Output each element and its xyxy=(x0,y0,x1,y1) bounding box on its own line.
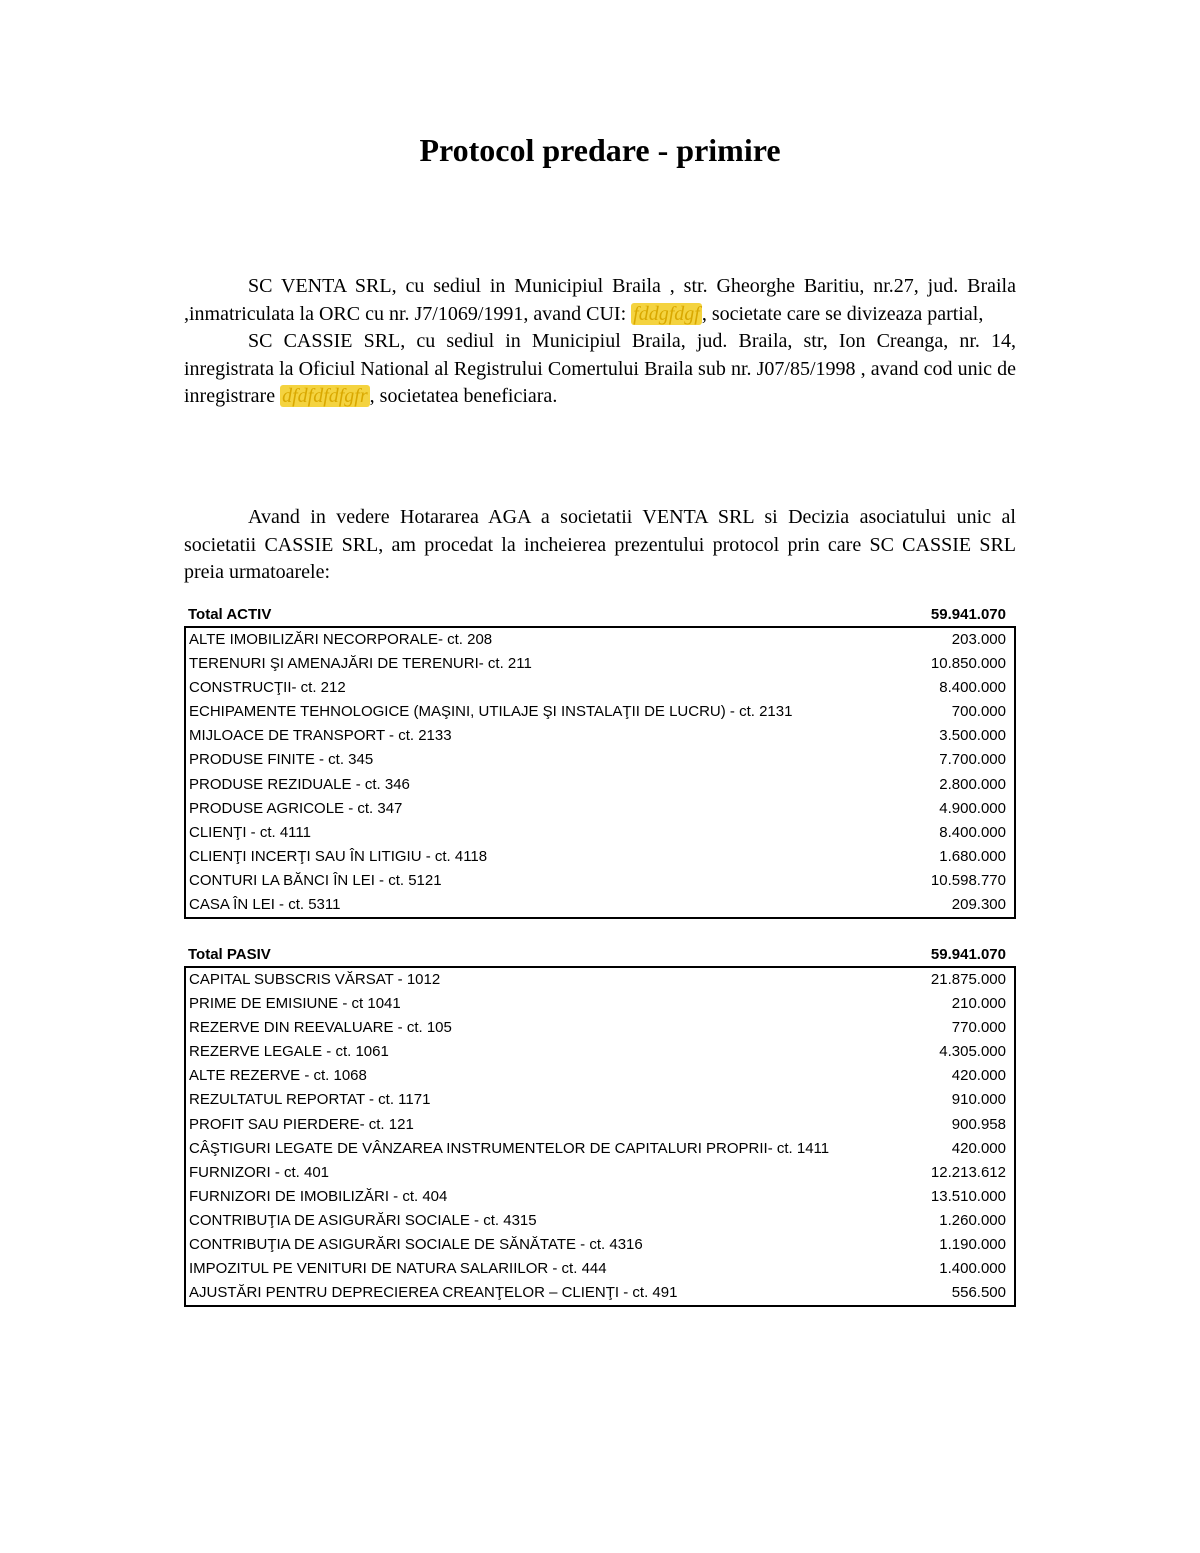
row-value: 4.900.000 xyxy=(939,799,1006,817)
row-name: PROFIT SAU PIERDERE- ct. 121 xyxy=(189,1115,414,1133)
row-value: 3.500.000 xyxy=(939,727,1006,745)
row-value: 10.598.770 xyxy=(930,871,1006,889)
table-row xyxy=(186,845,1014,869)
row-name: CÂŞTIGURI LEGATE DE VÂNZAREA INSTRUMENTELOR DE CAPITALURI PROPRII- ct. 1411 xyxy=(189,1139,830,1157)
row-value: 910.000 xyxy=(951,1091,1006,1109)
row-value: 8.400.000 xyxy=(939,823,1006,841)
table-row xyxy=(186,968,1014,992)
intro-paragraph xyxy=(184,504,1016,587)
table-row xyxy=(186,1257,1014,1281)
table-row xyxy=(186,700,1014,724)
row-value: 900.958 xyxy=(951,1115,1006,1133)
row-name: CONTRIBUŢIA DE ASIGURĂRI SOCIALE - ct. 4315 xyxy=(189,1211,537,1229)
row-name: CASA ÎN LEI - ct. 5311 xyxy=(189,896,341,914)
table-row xyxy=(186,797,1014,821)
row-value: 10.850.000 xyxy=(930,655,1006,673)
row-name: CLIENŢI INCERŢI SAU ÎN LITIGIU - ct. 4118 xyxy=(189,847,488,865)
table-row xyxy=(186,748,1014,772)
venta-party xyxy=(184,273,1016,328)
venta-cui-redacted: fddgfdgf xyxy=(633,302,700,325)
row-value: 4.305.000 xyxy=(939,1043,1006,1061)
table-row xyxy=(186,676,1014,700)
document-title: Protocol predare - primire xyxy=(419,132,781,168)
row-name: REZERVE LEGALE - ct. 1061 xyxy=(189,1043,389,1061)
activ-label: Total ACTIV xyxy=(188,606,272,623)
row-name: CONTRIBUŢIA DE ASIGURĂRI SOCIALE DE SĂNĂTATE - ct. 4316 xyxy=(189,1236,643,1254)
row-name: FURNIZORI DE IMOBILIZĂRI - ct. 404 xyxy=(189,1187,448,1205)
row-value: 1.400.000 xyxy=(939,1260,1006,1278)
row-name: CLIENŢI - ct. 4111 xyxy=(189,823,311,841)
row-value: 8.400.000 xyxy=(939,679,1006,697)
row-value: 13.510.000 xyxy=(930,1187,1006,1205)
row-name: PRIME DE EMISIUNE - ct 1041 xyxy=(189,995,401,1013)
row-name: REZULTATUL REPORTAT - ct. 1171 xyxy=(189,1091,431,1109)
table-row xyxy=(186,1016,1014,1040)
pasiv-total: 59.941.070 xyxy=(930,946,1006,963)
row-name: PRODUSE AGRICOLE - ct. 347 xyxy=(189,799,403,817)
cassie-text: SC CASSIE SRL, cu sediul in Municipiul Braila, jud. Braila, str, Ion Creanga, nr. 14, inregistrata la Oficiul National al Registrului Comertului Braila sub nr. J07/85/1998 , avand cod unic de inregistrare xyxy=(184,330,1016,407)
pasiv-section xyxy=(184,944,1016,1307)
row-value: 12.213.612 xyxy=(930,1163,1006,1181)
row-value: 770.000 xyxy=(951,1019,1006,1037)
row-value: 210.000 xyxy=(951,995,1006,1013)
cassie-text-end: , societatea beneficiara. xyxy=(369,385,558,407)
row-name: AJUSTĂRI PENTRU DEPRECIEREA CREANŢELOR – CLIENŢI - ct. 491 xyxy=(189,1284,678,1302)
table-row xyxy=(186,1137,1014,1161)
row-value: 420.000 xyxy=(951,1067,1006,1085)
row-name: CONTURI LA BĂNCI ÎN LEI - ct. 5121 xyxy=(189,871,442,889)
activ-total: 59.941.070 xyxy=(930,606,1006,623)
intro-text: Avand in vedere Hotararea AGA a societatii VENTA SRL si Decizia asociatului unic al societatii CASSIE SRL, am procedat la incheierea prezentului protocol prin care SC CASSIE SRL preia urmatoarele: xyxy=(184,506,1016,583)
table-row xyxy=(186,1040,1014,1064)
row-name: ALTE IMOBILIZĂRI NECORPORALE- ct. 208 xyxy=(189,631,493,648)
row-value: 203.000 xyxy=(951,631,1006,648)
cassie-cui-redacted: dfdfdfdfgfr xyxy=(282,385,368,407)
activ-header xyxy=(184,604,1016,626)
table-row xyxy=(186,724,1014,748)
table-row xyxy=(186,1113,1014,1137)
venta-text-end: , societate care se divizeaza partial, xyxy=(701,302,984,325)
pasiv-label: Total PASIV xyxy=(188,946,271,963)
table-row xyxy=(186,1088,1014,1112)
table-row xyxy=(186,1064,1014,1088)
row-value: 2.800.000 xyxy=(939,775,1006,793)
parties-paragraph xyxy=(184,273,1016,411)
row-name: PRODUSE REZIDUALE - ct. 346 xyxy=(189,775,410,793)
row-value: 209.300 xyxy=(951,896,1006,914)
row-name: PRODUSE FINITE - ct. 345 xyxy=(189,751,374,769)
table-row xyxy=(186,992,1014,1016)
row-value: 21.875.000 xyxy=(930,971,1006,988)
table-row xyxy=(186,1233,1014,1257)
table-row xyxy=(186,1161,1014,1185)
pasiv-header xyxy=(184,944,1016,966)
row-value: 1.190.000 xyxy=(939,1236,1006,1254)
row-name: ALTE REZERVE - ct. 1068 xyxy=(189,1067,367,1085)
row-name: CONSTRUCŢII- ct. 212 xyxy=(189,679,346,697)
table-row xyxy=(186,821,1014,845)
pasiv-table xyxy=(184,966,1016,1307)
table-row xyxy=(186,1209,1014,1233)
row-name: REZERVE DIN REEVALUARE - ct. 105 xyxy=(189,1019,452,1037)
venta-text: SC VENTA SRL, cu sediul in Municipiul Braila , str. Gheorghe Baritiu, nr.27, jud. Braila ,inmatriculata la ORC cu nr. J7/1069/1991, avand CUI: xyxy=(184,275,1016,325)
table-row xyxy=(186,1281,1014,1305)
table-row xyxy=(186,652,1014,676)
row-value: 420.000 xyxy=(951,1139,1006,1157)
row-name: CAPITAL SUBSCRIS VĂRSAT - 1012 xyxy=(189,971,441,988)
table-row xyxy=(186,773,1014,797)
activ-section xyxy=(184,604,1016,919)
row-name: FURNIZORI - ct. 401 xyxy=(189,1163,330,1181)
row-value: 556.500 xyxy=(951,1284,1006,1302)
cassie-party xyxy=(184,328,1016,411)
row-name: MIJLOACE DE TRANSPORT - ct. 2133 xyxy=(189,727,452,745)
row-name: ECHIPAMENTE TEHNOLOGICE (MAŞINI, UTILAJE ŞI INSTALAŢII DE LUCRU) - ct. 2131 xyxy=(189,703,793,721)
activ-table xyxy=(184,626,1016,919)
row-value: 1.680.000 xyxy=(939,847,1006,865)
table-row xyxy=(186,628,1014,652)
table-row xyxy=(186,893,1014,917)
row-value: 1.260.000 xyxy=(939,1211,1006,1229)
table-row xyxy=(186,1185,1014,1209)
row-value: 7.700.000 xyxy=(939,751,1006,769)
row-name: TERENURI ŞI AMENAJĂRI DE TERENURI- ct. 211 xyxy=(189,655,532,673)
row-value: 700.000 xyxy=(951,703,1006,721)
table-row xyxy=(186,869,1014,893)
row-name: IMPOZITUL PE VENITURI DE NATURA SALARIILOR - ct. 444 xyxy=(189,1260,607,1278)
